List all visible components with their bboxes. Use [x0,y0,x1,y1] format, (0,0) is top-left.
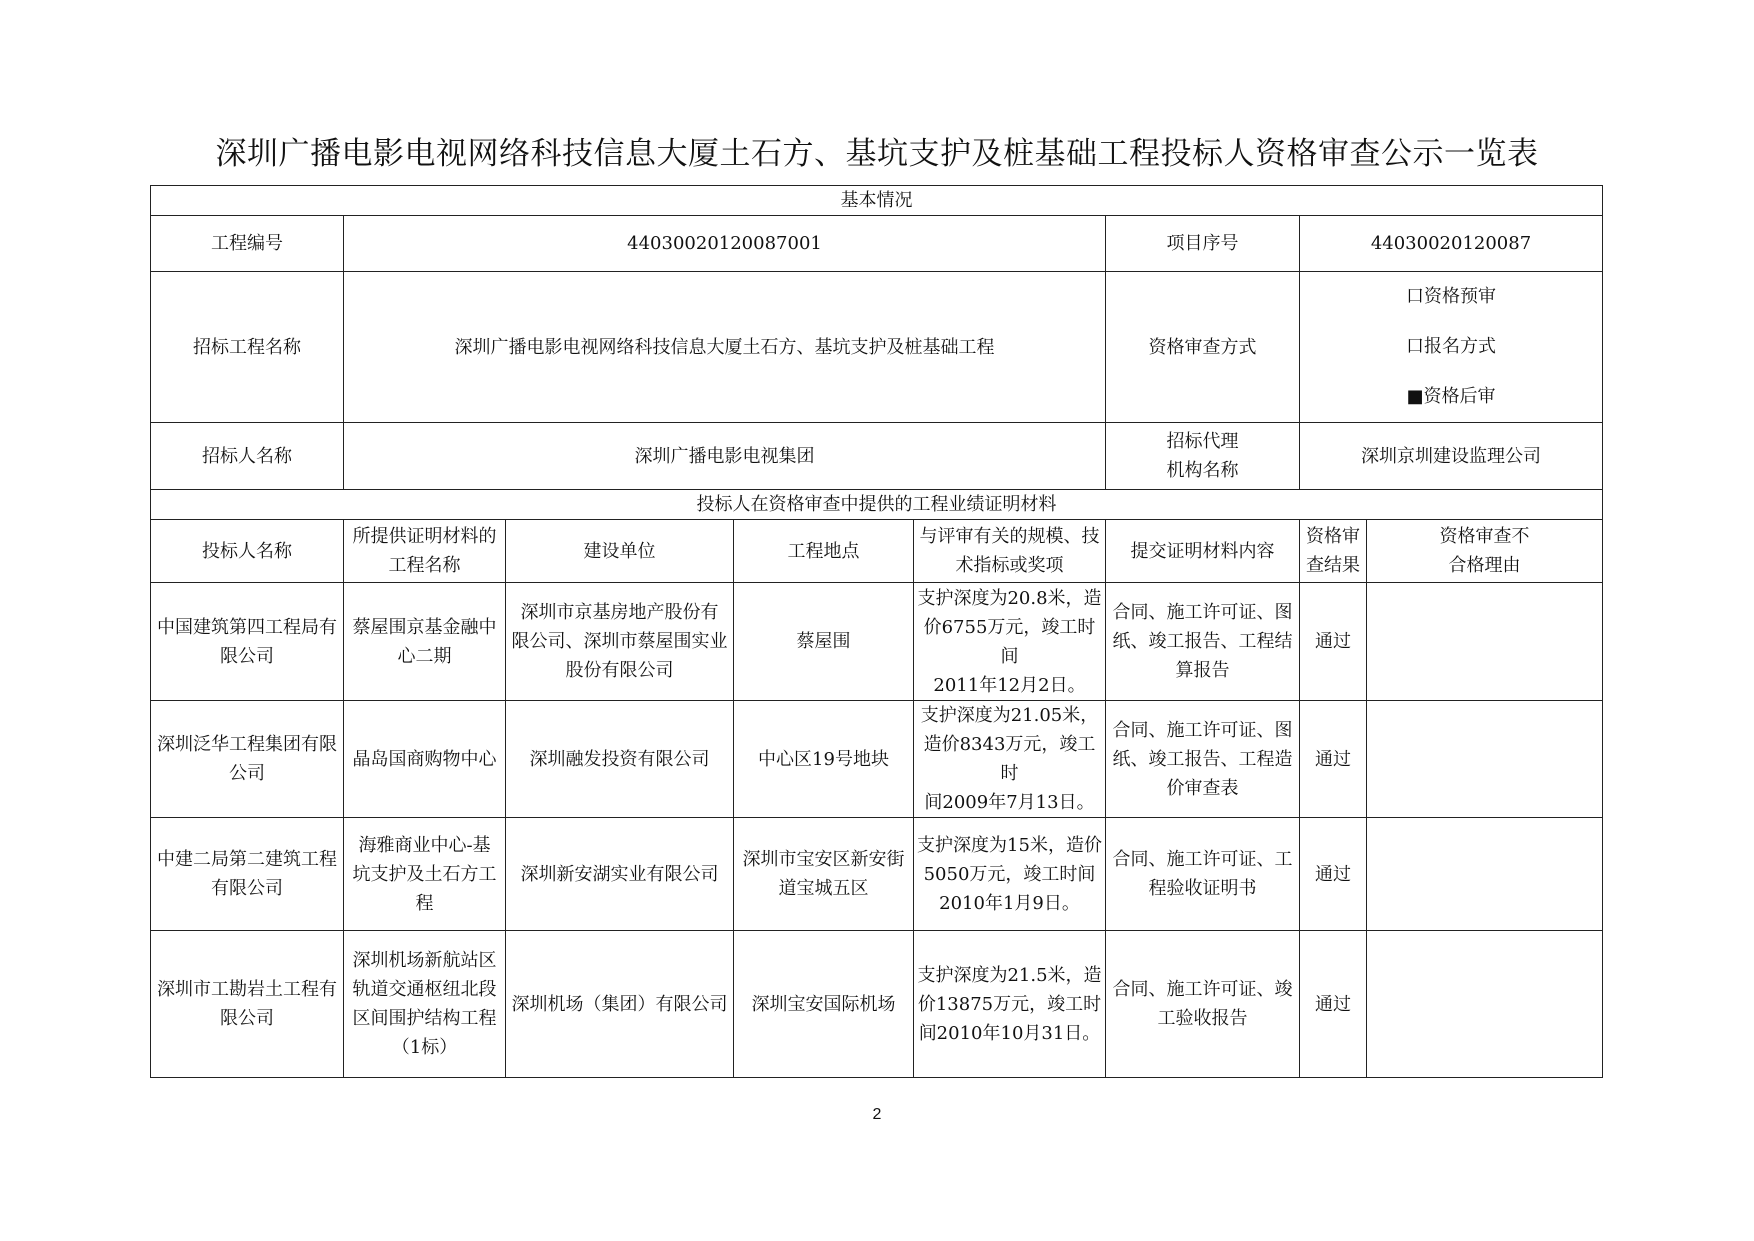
cell-builder [506,701,734,818]
table-row [151,818,1603,931]
cell-line: 中心区19号地块 [758,748,889,770]
cell-materials [1106,701,1300,818]
cell-scale [914,583,1106,701]
cell-builder [506,931,734,1078]
col-header-line: 与评审有关的规模、技 [919,526,1100,547]
cell-line: 支护深度为20.8米，造 [917,587,1102,609]
cell-line: 限公司 [220,1008,274,1029]
cell-line: 限公司 [220,645,274,667]
col-header-reason [1367,520,1603,583]
cell-line: 股份有限公司 [565,660,674,681]
cell-line: 深圳宝安国际机场 [751,993,896,1015]
col-header-line: 资格审 [1306,526,1360,547]
agency-value: 深圳京圳建设监理公司 [1300,423,1603,490]
review-option-registration: 口报名方式 [1406,336,1496,357]
cell-line: 纸、竣工报告、工程造 [1112,748,1293,770]
cell-line: 心二期 [397,645,452,667]
cell-line: （1标） [391,1037,458,1058]
review-option-prequal: 口资格预审 [1406,286,1496,307]
cell-line: 间2010年10月31日。 [918,1022,1101,1044]
cell-location [734,818,914,931]
cell-line: 深圳市工勘岩土工程有 [157,979,337,1000]
agency-label-line: 招标代理 [1166,431,1239,452]
cell-builder [506,583,734,701]
col-header-line: 工程名称 [388,555,461,576]
cell-project [344,931,506,1078]
cell-line: 坑支护及土石方工 [352,863,497,885]
cell-line: 深圳市宝安区新安街 [742,849,905,870]
project-code-value: 44030020120087001 [344,216,1106,272]
project-code-label: 工程编号 [151,216,344,272]
cell-project [344,583,506,701]
cell-line: 中国建筑第四工程局有 [157,616,337,638]
performance-section-header: 投标人在资格审查中提供的工程业绩证明材料 [151,490,1603,520]
tenderer-value: 深圳广播电影电视集团 [344,423,1106,490]
cell-line: 蔡屋围京基金融中 [352,616,497,638]
col-header-builder: 建设单位 [506,520,734,583]
cell-line: 深圳泛华工程集团有限 [157,734,337,755]
cell-line: 支护深度为15米，造价 [917,834,1102,856]
cell-line: 纸、竣工报告、工程结 [1112,631,1293,652]
project-seq-value: 44030020120087 [1300,216,1603,272]
performance-rows [151,583,1603,1078]
cell-line: 程 [415,892,434,914]
cell-scale [914,818,1106,931]
cell-line: 中建二局第二建筑工程 [157,849,337,870]
cell-line: 程验收证明书 [1148,878,1257,899]
cell-bidder [151,701,344,818]
page-number: 2 [872,1106,882,1123]
cell-line: 合同、施工许可证、竣 [1112,979,1293,1000]
col-header-line: 术指标或奖项 [955,555,1064,576]
cell-line: 价13875万元，竣工时 [917,993,1102,1015]
page-title: 深圳广播电影电视网络科技信息大厦土石方、基坑支护及桩基础工程投标人资格审查公示一览表 [215,136,1539,172]
cell-line: 2010年1月9日。 [939,892,1080,914]
cell-line: 深圳市京基房地产股份有 [520,602,719,623]
col-header-bidder: 投标人名称 [151,520,344,583]
cell-line: 工验收报告 [1157,1008,1248,1029]
table-row [151,701,1603,818]
cell-line: 蔡屋围 [796,631,851,652]
cell-reason [1367,701,1603,818]
cell-line: 价审查表 [1166,777,1239,799]
cell-materials [1106,818,1300,931]
cell-line: 限公司、深圳市蔡屋围实业 [511,631,728,652]
col-header-result [1300,520,1367,583]
table-row [151,931,1603,1078]
cell-line: 深圳新安湖实业有限公司 [520,863,719,885]
cell-reason [1367,931,1603,1078]
cell-line: 价6755万元，竣工时间 [923,616,1096,667]
basic-section-header: 基本情况 [151,186,1603,216]
cell-bidder [151,818,344,931]
col-header-location: 工程地点 [734,520,914,583]
col-header-line: 合格理由 [1448,555,1521,576]
cell-project [344,701,506,818]
cell-result: 通过 [1300,818,1367,931]
tender-name-label: 招标工程名称 [151,272,344,423]
cell-line: 合同、施工许可证、图 [1112,602,1293,623]
cell-line: 公司 [229,763,265,784]
tender-name-value: 深圳广播电影电视网络科技信息大厦土石方、基坑支护及桩基础工程 [344,272,1106,423]
cell-reason [1367,818,1603,931]
review-method-options [1300,272,1603,423]
cell-project [344,818,506,931]
cell-line: 合同、施工许可证、图 [1112,719,1293,741]
cell-line: 道宝城五区 [778,878,869,899]
review-method-label: 资格审查方式 [1106,272,1300,423]
cell-materials [1106,931,1300,1078]
review-option-postqual: ■资格后审 [1406,386,1496,407]
cell-line: 造价8343万元，竣工时 [923,734,1096,784]
cell-line: 间2009年7月13日。 [924,792,1095,813]
tenderer-label: 招标人名称 [151,423,344,490]
col-header-line: 资格审查不 [1439,526,1530,547]
cell-line: 支护深度为21.5米，造 [917,964,1102,986]
cell-scale [914,701,1106,818]
cell-bidder [151,931,344,1078]
cell-line: 2011年12月2日。 [933,674,1086,696]
col-header-line: 所提供证明材料的 [352,526,497,547]
cell-line: 合同、施工许可证、工 [1112,849,1293,870]
cell-location [734,583,914,701]
cell-scale [914,931,1106,1078]
agency-label-line: 机构名称 [1166,460,1239,481]
cell-location [734,701,914,818]
cell-line: 晶岛国商购物中心 [352,748,497,770]
cell-line: 区间围护结构工程 [352,1008,497,1029]
cell-line: 深圳机场（集团）有限公司 [511,993,728,1015]
col-header-scale [914,520,1106,583]
cell-line: 深圳机场新航站区 [352,950,497,971]
project-seq-label: 项目序号 [1106,216,1300,272]
cell-reason [1367,583,1603,701]
cell-line: 轨道交通枢纽北段 [352,979,497,1000]
cell-bidder [151,583,344,701]
agency-label [1106,423,1300,490]
cell-result: 通过 [1300,931,1367,1078]
table-row [151,583,1603,701]
cell-result: 通过 [1300,701,1367,818]
cell-line: 深圳融发投资有限公司 [529,748,710,770]
col-header-project [344,520,506,583]
col-header-materials: 提交证明材料内容 [1106,520,1300,583]
cell-builder [506,818,734,931]
cell-line: 有限公司 [211,878,283,899]
cell-result: 通过 [1300,583,1367,701]
col-header-line: 查结果 [1306,555,1360,576]
qualification-table [150,185,1603,1078]
cell-materials [1106,583,1300,701]
cell-line: 算报告 [1175,660,1230,681]
cell-location [734,931,914,1078]
cell-line: 5050万元，竣工时间 [923,863,1096,885]
cell-line: 海雅商业中心-基 [358,834,491,856]
cell-line: 支护深度为21.05米， [920,705,1099,726]
